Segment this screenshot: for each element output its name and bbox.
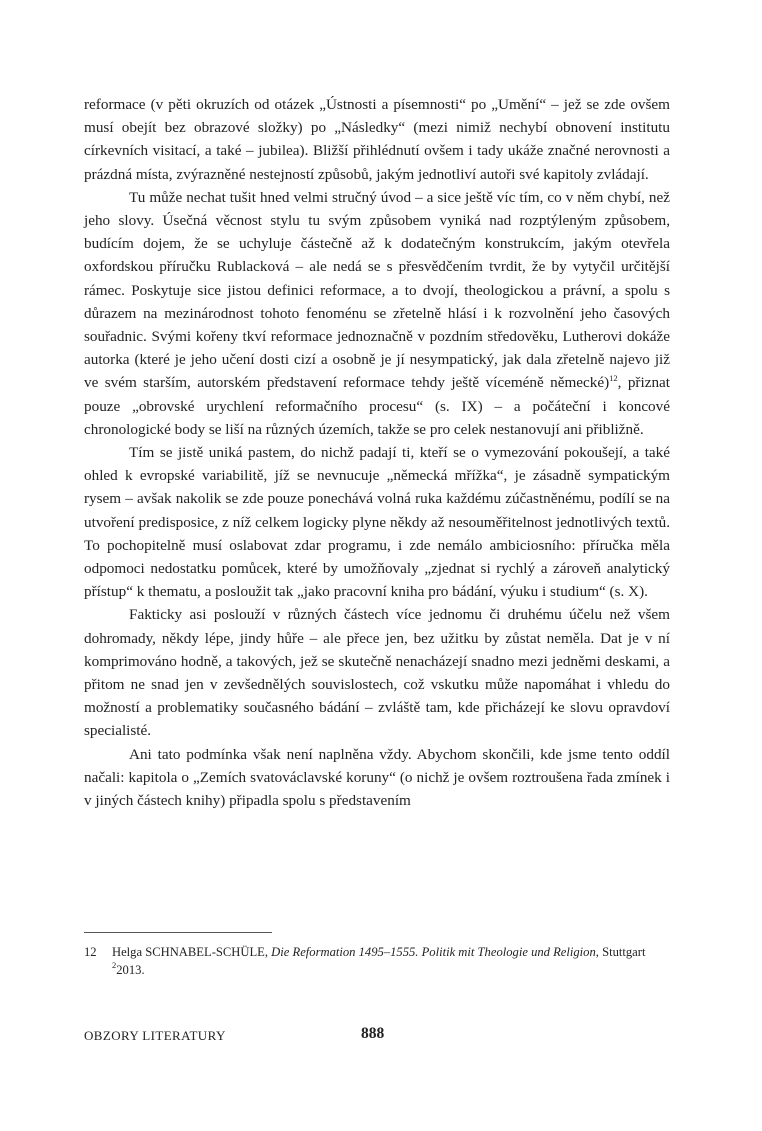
footnote-number: 12	[84, 945, 97, 959]
footnote-year: 2013.	[116, 963, 145, 977]
paragraph-1: reformace (v pěti okruzích od otázek „Ústnosti a písemnosti“ po „Umění“ – jež se zde ovšem musí obejít bez obrazové složky) po „Následky“ (mezi nimiž nechybí obnovení institutu církevních visitací, a také – jubilea). Bližší přihlédnutí ovšem i tady ukáže značné nerovnosti a prázdná místa, zvýrazněné nestejností způsobů, jakým jednotliví autoři své kapitoly zvládají.	[84, 96, 670, 183]
footnote-reference: 12	[609, 373, 618, 384]
paragraph-5: Ani tato podmínka však není naplněna vždy. Abychom skončili, kde jsme tento oddíl načali: kapitola o „Zemích svatováclavské koruny“ (o nichž je ovšem roztroušena řada zmínek i v jiných částech knihy) připadla spolu s představením	[84, 745, 670, 810]
journal-name: OBZORY LITERATURY	[84, 1028, 226, 1043]
footnote-author: Helga SCHNABEL-SCHÜLE,	[112, 945, 272, 959]
paragraph-3: Tím se jistě uniká pastem, do nichž padají ti, kteří se o vymezování pokoušejí, a také ohled k evropské variabilitě, jíž se nevnucuje „německá mřížka“, je zásadně sympatickým rysem – avšak nakolik se zde pouze ponechává volná ruka každému zúčastněnému, podílí se na utvoření predisposice, z níž celkem logicky plyne někdy až nesouměřitelnost jednotlivých textů. To pochopitelně musí oslabovat zdar programu, i zde nemálo ambiciosního: příručka měla odpomoci nedostatku pomůcek, které by umožňovaly „zjednat si rychlý a zároveň analytický přístup“ k thematu, a posloužit tak „jako pracovní kniha pro bádání, výuku i studium“ (s. X).	[84, 444, 670, 601]
paragraph-4: Fakticky asi poslouží v různých částech více jednomu či druhému účelu než všem dohromady, někdy lépe, jindy hůře – ale přece jen, bez užitku by zůstat neměla. Dat je v ní komprimováno hodně, a takových, jež se skutečně nenacházejí snadno mezi jedněmi deskami, a přitom ne snad jen v zevšednělých souvislostech, což vskutku může napomáhat i vhledu do možností a problematiky současného bádání – zvláště tam, kde přicházejí ke slovu opravdoví specialisté.	[84, 606, 670, 740]
footnote-place: , Stuttgart	[595, 945, 646, 959]
footnote-divider	[84, 932, 272, 933]
footnote	[84, 943, 670, 979]
footnote-title: Die Reformation 1495–1555. Politik mit Theologie und Religion	[271, 945, 596, 959]
paragraph-2-continuation: , přiznat pouze „obrovské urychlení reformačního procesu“ (s. IX) – a počáteční i koncové chronologické body se liší na různých územích, takže se pro celek nestanovují ani přibližně.	[84, 374, 671, 438]
footnote-text	[112, 943, 670, 979]
article-body	[84, 93, 670, 812]
paragraph-2-text: Tu může nechat tušit hned velmi stručný úvod – a sice ještě víc tím, co v něm chybí, než jeho slovy. Úsečná věcnost stylu tu svým způsobem vyniká nad rozptýleným způsobem, budícím dojem, že se uchyluje částečně až k dodatečným konstrukcím, jakým otevřela oxfordskou příručku Rublacková – ale nedá se s přesvědčením tvrdit, že by vytyčil určitější rámec. Poskytuje sice jistou definici reformace, a to dvojí, theologickou a právní, a spolu s důrazem na mezinárodnost tohoto fenoménu se zřetelně hlásí i k rozvolnění jeho časových souřadnic. Svými kořeny tkví reformace jednoznačně v pozdním středověku, Lutherovi dokáže autorka (které je jeho učení dosti cizí a osobně je jí nesympatický, jak dala zřetelně najevo již ve svém starším, autorském představení reformace tehdy ještě víceméně německé)	[84, 188, 670, 392]
footnote-edition: 2	[112, 960, 117, 970]
paragraph-2	[84, 186, 670, 441]
page-number: 888	[361, 1025, 385, 1042]
